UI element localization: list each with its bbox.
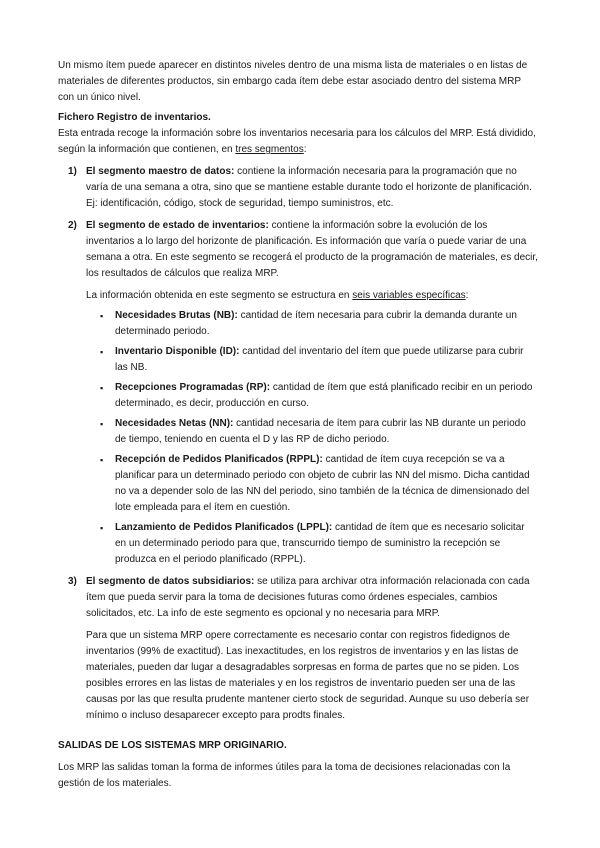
document-page	[58, 58, 538, 792]
variable-item	[100, 380, 538, 412]
variable-text: cantidad de ítem que es necesario solicitar en un determinado periodo para que, transcurrido tiempo de suministro la recepción se produzca en el periodo planificado (RPPL).	[115, 522, 525, 565]
segment-text: contiene la información necesaria para la programación que no varía de una semana a otra, sino que se mantiene estable durante todo el horizonte de planificación. Ej: identificación, código, stock de seguridad, tiempo suministros, etc.	[86, 166, 532, 209]
segment-number: 3)	[68, 576, 77, 587]
segment-number: 2)	[68, 220, 77, 231]
fichero-heading: Fichero Registro de inventarios.	[58, 112, 211, 123]
variable-text: cantidad de ítem necesaria para cubrir la demanda durante un determinado periodo.	[115, 310, 517, 337]
variables-intro-before: La información obtenida en este segmento se estructura en	[86, 290, 353, 301]
variable-title: Lanzamiento de Pedidos Planificados (LPPL):	[115, 522, 333, 533]
closing-paragraph: Para que un sistema MRP opere correctamente es necesario contar con registros fidedignos de inventarios (99% de exactitud). Las inexactitudes, en los registros de inventarios y en las listas de materiales, pueden dar lugar a desagradables sorpresas en forma de partes que no se piden. Los posibles errores en las listas de materiales y en los registros de inventario pueden ser una de las causas por las que resulta prudente mantener cierto stock de seguridad. Aunque su uso debería ser mínimo o incluso desaparecer excepto para prodts finales.	[86, 630, 530, 721]
variable-title: Necesidades Netas (NN):	[115, 418, 234, 429]
variables-intro-underlined: seis variables específicas	[352, 290, 466, 301]
intro-paragraph: Un mismo ítem puede aparecer en distintos niveles dentro de una misma lista de materiales o en listas de materiales de diferentes productos, sin embargo cada ítem debe estar asociado dentro del sistema MRP con un único nivel.	[58, 60, 528, 103]
segment-item	[58, 574, 538, 622]
segments-list	[58, 164, 538, 282]
variables-intro	[58, 288, 538, 304]
variable-item	[100, 520, 538, 568]
variable-text: cantidad necesaria de ítem para cubrir las NB durante un periodo de tiempo, teniendo en cuenta el D y las RP de dicho periodo.	[115, 418, 526, 445]
variable-text: cantidad de ítem que está planificado recibir en un periodo determinado, es decir, producción en curso.	[115, 382, 533, 409]
segment-title: El segmento maestro de datos:	[86, 166, 235, 177]
variable-item	[100, 344, 538, 376]
variable-title: Inventario Disponible (ID):	[115, 346, 240, 357]
variables-list	[58, 308, 538, 568]
salidas-title: SALIDAS DE LOS SISTEMAS MRP ORIGINARIO.	[58, 740, 287, 751]
variable-item	[100, 452, 538, 516]
square-bullet-icon: ▪	[100, 523, 104, 533]
segment-number: 1)	[68, 166, 77, 177]
variable-item	[100, 416, 538, 448]
square-bullet-icon: ▪	[100, 455, 104, 465]
segment-text: se utiliza para archivar otra información relacionada con cada ítem que pueda servir para la toma de decisiones futuras como órdenes especiales, cambios solicitados, etc. La info de este segmento es opcional y no necesaria para MRP.	[86, 576, 530, 619]
square-bullet-icon: ▪	[100, 311, 104, 321]
segments-list-continued	[58, 574, 538, 622]
variables-intro-after: :	[465, 290, 469, 301]
square-bullet-icon: ▪	[100, 347, 104, 357]
fichero-description	[58, 126, 538, 158]
segment-item	[58, 218, 538, 282]
variable-text: cantidad del inventario del ítem que puede utilizarse para cubrir las NB.	[115, 346, 524, 373]
variable-title: Necesidades Brutas (NB):	[115, 310, 238, 321]
fichero-desc-after: :	[303, 144, 307, 155]
segment-title: El segmento de datos subsidiarios:	[86, 576, 255, 587]
segment-text: contiene la información sobre la evolución de los inventarios a lo largo del horizonte de planificación. Es información que varía o puede variar de una semana a otra. En este segmento se recogerá el producto de la programación de materiales, es decir, los resultados de cálculos que realiza MRP.	[86, 220, 538, 279]
square-bullet-icon: ▪	[100, 419, 104, 429]
variable-title: Recepción de Pedidos Planificados (RPPL):	[115, 454, 323, 465]
segment-item	[58, 164, 538, 212]
variable-title: Recepciones Programadas (RP):	[115, 382, 271, 393]
segment-title: El segmento de estado de inventarios:	[86, 220, 269, 231]
salidas-text: Los MRP las salidas toman la forma de informes útiles para la toma de decisiones relacionadas con la gestión de los materiales.	[58, 762, 511, 789]
fichero-desc-underlined: tres segmentos	[235, 144, 304, 155]
variable-text: cantidad de ítem cuya recepción se va a planificar para un determinado periodo con objeto de cubrir las NN del mismo. Dicha cantidad no va a depender solo de las NN del periodo, sino también de la técnica de dimensionado del lote empleada para el ítem en cuestión.	[115, 454, 530, 513]
square-bullet-icon: ▪	[100, 383, 104, 393]
variable-item	[100, 308, 538, 340]
fichero-desc-before: Esta entrada recoge la información sobre los inventarios necesaria para los cálculos del MRP. Está dividido, según la información que contienen, en	[58, 128, 536, 155]
